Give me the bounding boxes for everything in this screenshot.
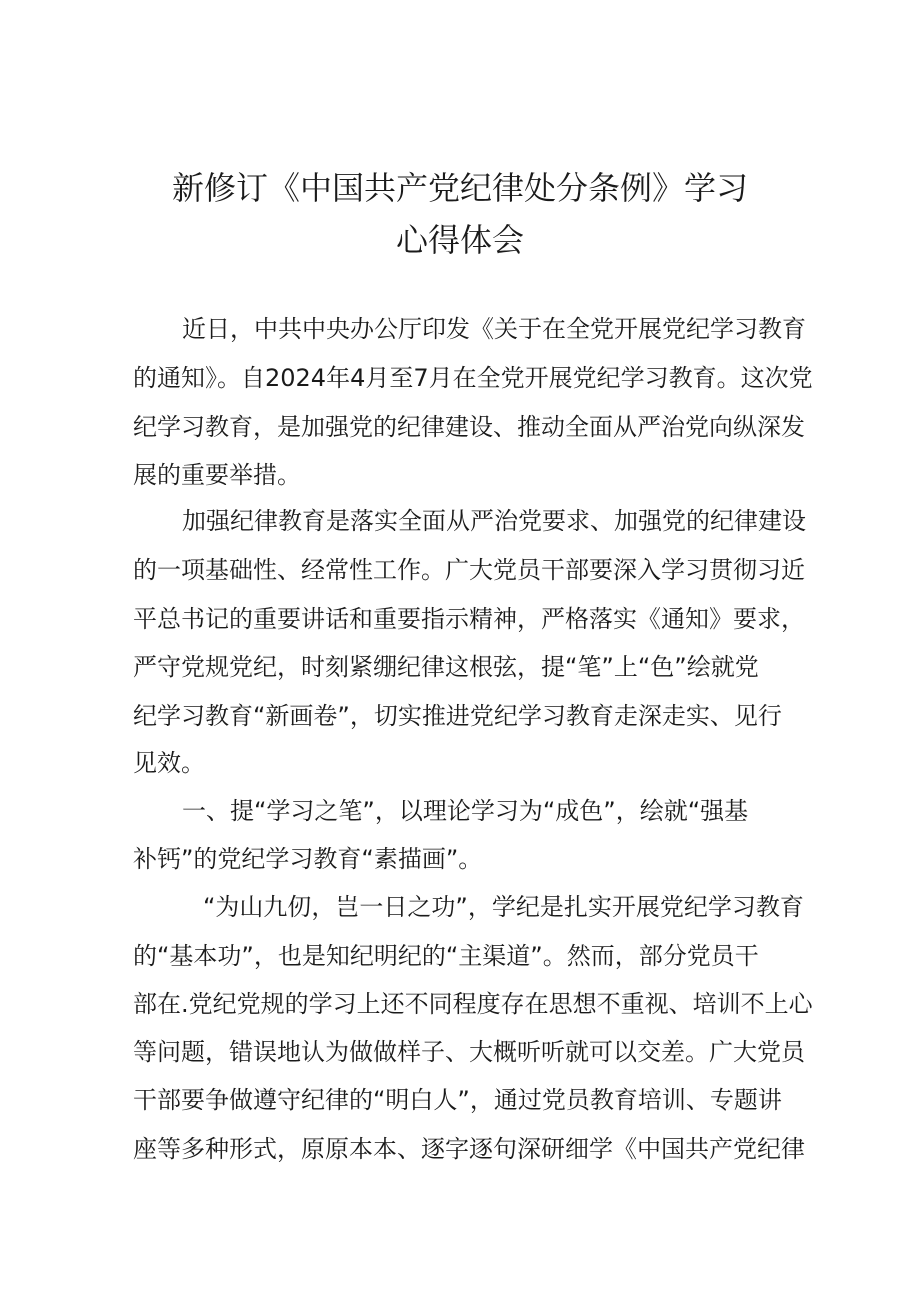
- paragraph-2-line-2: 的一项基础性、经常性工作。广大党员干部要深入学习贯彻习近: [133, 556, 805, 584]
- document-title-line-1: 新修订《中国共产党纪律处分条例》学习: [171, 169, 748, 207]
- paragraph-4-line-4: 等问题，错误地认为做做样子、大概听听就可以交差。广大党员: [133, 1038, 805, 1066]
- paragraph-2-line-5: 纪学习教育“新画卷”，切实推进党纪学习教育走深走实、见行: [133, 702, 782, 730]
- paragraph-4-line-6: 座等多种形式，原原本本、逐字逐句深研细学《中国共产党纪律: [133, 1135, 805, 1163]
- paragraph-4-line-5: 干部要争做遵守纪律的“明白人”，通过党员教育培训、专题讲: [133, 1086, 782, 1114]
- paragraph-4-line-1: “为山九仞，岂一日之功”，学纪是扎实开展党纪学习教育: [203, 893, 804, 921]
- paragraph-4-line-3: 部在.党纪党规的学习上还不同程度存在思想不重视、培训不上心: [133, 990, 813, 1018]
- section-heading-line-2: 补钙”的党纪学习教育“素描画”。: [133, 845, 483, 873]
- paragraph-1-line-3: 纪学习教育，是加强党的纪律建设、推动全面从严治党向纵深发: [133, 413, 805, 441]
- paragraph-2-line-6: 见效。: [133, 749, 205, 777]
- section-heading-line-1: 一、提“学习之笔”，以理论学习为“成色”，绘就“强基: [182, 797, 749, 825]
- document-title-line-2: 心得体会: [395, 221, 524, 259]
- paragraph-1-line-1: 近日，中共中央办公厅印发《关于在全党开展党纪学习教育: [182, 315, 806, 343]
- paragraph-4-line-2: 的“基本功”，也是知纪明纪的“主渠道”。然而，部分党员干: [133, 942, 759, 970]
- paragraph-1-line-4: 展的重要举措。: [133, 461, 301, 489]
- paragraph-2-line-3: 平总书记的重要讲话和重要指示精神，严格落实《通知》要求，: [133, 605, 805, 633]
- paragraph-2-line-4: 严守党规党纪，时刻紧绷纪律这根弦，提“笔”上“色”绘就党: [133, 653, 759, 681]
- paragraph-1-line-2: 的通知》。自2024年4月至7月在全党开展党纪学习教育。这次党: [133, 364, 813, 392]
- paragraph-2-line-1: 加强纪律教育是落实全面从严治党要求、加强党的纪律建设: [182, 507, 806, 535]
